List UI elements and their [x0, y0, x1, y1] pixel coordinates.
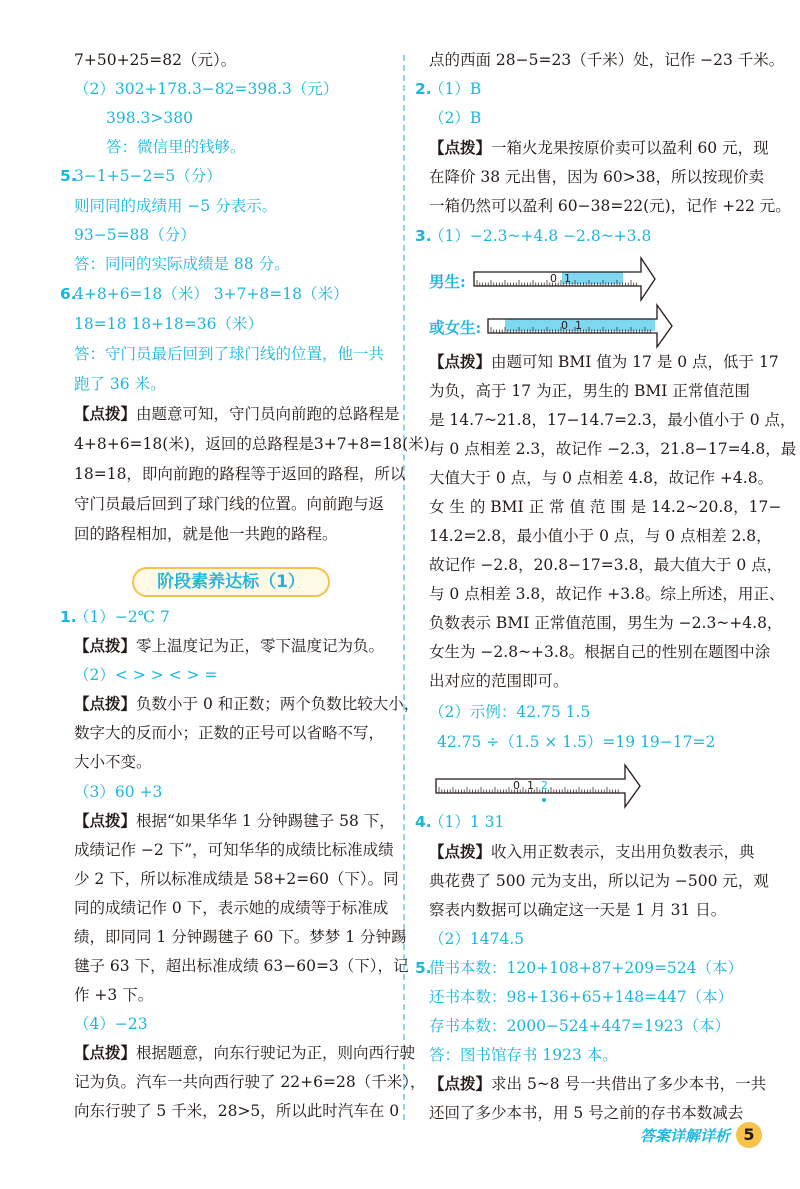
tip-line: 故记作 −2.8，20.8−17=3.8，最大值大于 0 点，: [429, 556, 783, 574]
tip-line: 一箱仍然可以盈利 60−38=22(元)，记作 +22 元。: [429, 197, 791, 215]
answer-line: （4）−23: [74, 1015, 148, 1033]
tip-line: 4+8+6=18(米)，返回的总路程是3+7+8=18(米)，: [74, 435, 446, 453]
tip-line: 向东行驶了 5 千米，28>5，所以此时汽车在 0: [74, 1102, 400, 1120]
page-number: 5: [736, 1122, 762, 1148]
question-number: 2.: [415, 80, 432, 98]
text-line: 点的西面 28−5=23（千米）处，记作 −23 千米。: [429, 51, 785, 69]
tip-line: 还回了多少本书，用 5 号之前的存书本数减去: [429, 1104, 744, 1122]
tip-line: 是 14.7~21.8，17−14.7=2.3，最小值小于 0 点，: [429, 411, 796, 429]
range-highlight: [562, 272, 623, 284]
tip-line: 女生为 −2.8~+3.8。根据自己的性别在题图中涂: [429, 643, 771, 661]
tip-line: [429, 1074, 766, 1094]
answer-line: 3−1+5−2=5（分）: [74, 167, 222, 185]
answer-line: 答：守门员最后回到了球门线的位置，他一共: [74, 345, 385, 363]
answer-line: 答：同同的实际成绩是 88 分。: [74, 255, 290, 273]
tip-label: 【点拨】: [429, 842, 492, 861]
tick-label-one: 1: [527, 779, 534, 792]
boy-label: 男生:: [429, 272, 466, 291]
answer-line: 还书本数：98+136+65+148=447（本）: [429, 988, 734, 1006]
answer-line: （2）< > > < > =: [74, 666, 218, 684]
section-banner: 阶段素养达标（1）: [132, 567, 330, 597]
tip-line: 18=18，即向前跑的路程等于返回的路程，所以: [74, 465, 406, 483]
tip-line: 14.2=2.8，最小值小于 0 点，与 0 点相差 2.8，: [429, 527, 772, 545]
tick-label-two: 2: [541, 779, 548, 792]
tip-line: 少 2 下，所以标准成绩是 58+2=60（下）。同: [74, 870, 399, 888]
tip-label: 【点拨】: [429, 1074, 492, 1093]
tip-text: 零上温度记为正，零下温度记为负。: [136, 637, 385, 655]
tip-text: 求出 5~8 号一共借出了多少本书，一共: [491, 1075, 767, 1093]
tip-text: 一箱火龙果按原价卖可以盈利 60 元，现: [491, 139, 769, 157]
answer-line: 则同同的成绩用 −5 分表示。: [74, 197, 278, 215]
tip-label: 【点拨】: [74, 636, 137, 655]
tick-label-one: 1: [564, 272, 571, 285]
tip-line: [429, 842, 755, 862]
answer-line: （2）B: [429, 109, 482, 127]
tip-text: 由题可知 BMI 值为 17 是 0 点，低于 17: [491, 353, 779, 371]
tip-line: 记为负。汽车一共向西行驶了 22+6=28（千米），: [74, 1073, 426, 1091]
answer-line: （2）示例：42.75 1.5: [429, 703, 591, 721]
tip-line: 大值大于 0 点，与 0 点相差 4.8，故记作 +4.8。: [429, 469, 774, 487]
question-number: 3.: [415, 227, 432, 245]
tick-label-one: 1: [575, 319, 582, 332]
tick-label-zero: 0: [513, 779, 520, 792]
tip-line: 负数表示 BMI 正常值范围，男生为 −2.3~+4.8，: [429, 614, 783, 632]
answer-line: 跑了 36 米。: [74, 375, 166, 393]
question-number: 6.: [60, 285, 77, 303]
text-line: 7+50+25=82（元）。: [74, 51, 237, 69]
tip-line: 与 0 点相差 3.8，故记作 +3.8。综上所述，用正、: [429, 585, 785, 603]
tip-line: 在降价 38 元出售，因为 60>38，所以按现价卖: [429, 168, 764, 186]
tip-text: 根据题意，向东行驶记为正，则向西行驶: [136, 1044, 416, 1062]
answer-line: 答：微信里的钱够。: [106, 138, 246, 156]
answer-line: 398.3>380: [106, 109, 193, 127]
tip-line: 绩，即同同 1 分钟踢毽子 60 下。梦梦 1 分钟踢: [74, 928, 407, 946]
question-number: 5.: [415, 959, 432, 977]
tip-text: 收入用正数表示，支出用负数表示，典: [491, 843, 755, 861]
tip-text: 负数小于 0 和正数；两个负数比较大小，: [136, 695, 420, 713]
tip-line: [74, 811, 395, 831]
answer-line: 42.75 ÷（1.5 × 1.5）=19 19−17=2: [437, 733, 716, 751]
tip-line: [74, 694, 419, 714]
answer-line: 93−5=88（分）: [74, 226, 196, 244]
page-footer: [640, 1122, 762, 1148]
marker-dot: [542, 798, 546, 802]
tip-line: 为负，高于 17 为正，男生的 BMI 正常值范围: [429, 382, 750, 400]
tip-line: 女 生 的 BMI 正 常 值 范 围 是 14.2~20.8，17−: [429, 498, 782, 516]
girl-label: 或女生:: [429, 318, 482, 337]
number-line-example: [433, 762, 643, 810]
tip-label: 【点拨】: [74, 404, 137, 423]
arrow-outline: [436, 765, 640, 807]
tip-line: 回的路程相加，就是他一共跑的路程。: [74, 525, 338, 543]
tick-label-zero: 0: [550, 272, 557, 285]
tip-line: [429, 352, 779, 372]
question-number: 5.: [60, 167, 77, 185]
tip-line: 察表内数据可以确定这一天是 1 月 31 日。: [429, 901, 727, 919]
answer-line: （1）B: [429, 80, 482, 98]
answer-line: （1）−2℃ 7: [74, 608, 170, 626]
tick-label-zero: 0: [561, 319, 568, 332]
answer-line: （3）60 +3: [74, 783, 163, 801]
tip-line: [74, 404, 400, 424]
tip-line: 成绩记作 −2 下”，可知华华的成绩比标准成绩: [74, 841, 394, 859]
tip-line: 大小不变。: [74, 753, 152, 771]
tip-line: 守门员最后回到了球门线的位置。向前跑与返: [74, 495, 385, 513]
tip-line: 同的成绩记作 0 下，表示她的成绩等于标准成: [74, 899, 389, 917]
tip-label: 【点拨】: [429, 352, 492, 371]
question-number: 1.: [60, 608, 77, 626]
tip-line: 毽子 63 下，超出标准成绩 63−60=3（下），记: [74, 957, 409, 975]
tip-label: 【点拨】: [74, 1043, 137, 1062]
answer-line: （1）1 31: [429, 813, 505, 831]
question-number: 4.: [415, 813, 432, 831]
number-line-girl: [485, 302, 675, 350]
tip-line: [429, 138, 769, 158]
answer-line: 存书本数：2000−524+447=1923（本）: [429, 1017, 731, 1035]
tip-line: 与 0 点相差 2.3，故记作 −2.3，21.8−17=4.8，最: [429, 440, 797, 458]
answer-line: 答：图书馆存书 1923 本。: [429, 1046, 618, 1064]
tip-label: 【点拨】: [74, 811, 137, 830]
tip-line: [74, 636, 384, 656]
tip-label: 【点拨】: [74, 694, 137, 713]
tip-line: 出对应的范围即可。: [429, 672, 569, 690]
tip-line: 数字大的反而小；正数的正号可以省略不写，: [74, 724, 385, 742]
answer-line: （2）302+178.3−82=398.3（元）: [74, 80, 339, 98]
answer-line: 4+8+6=18（米） 3+7+8=18（米）: [74, 285, 349, 303]
answer-line: 18=18 18+18=36（米）: [74, 315, 264, 333]
tip-line: 典花费了 500 元为支出，所以记为 −500 元，观: [429, 872, 769, 890]
answer-line: （2）1474.5: [429, 930, 525, 948]
answer-line: （1）−2.3~+4.8 −2.8~+3.8: [429, 227, 652, 245]
number-line-boy: [471, 255, 657, 303]
tip-line: 作 +3 下。: [74, 986, 154, 1004]
answer-line: 借书本数：120+108+87+209=524（本）: [429, 959, 744, 977]
footer-title: 答案详解详析: [639, 1126, 730, 1145]
tip-line: [74, 1043, 415, 1063]
tip-label: 【点拨】: [429, 138, 492, 157]
tip-text: 根据“如果华华 1 分钟踢毽子 58 下，: [136, 812, 395, 830]
tip-text: 由题意可知，守门员向前跑的总路程是: [136, 405, 400, 423]
